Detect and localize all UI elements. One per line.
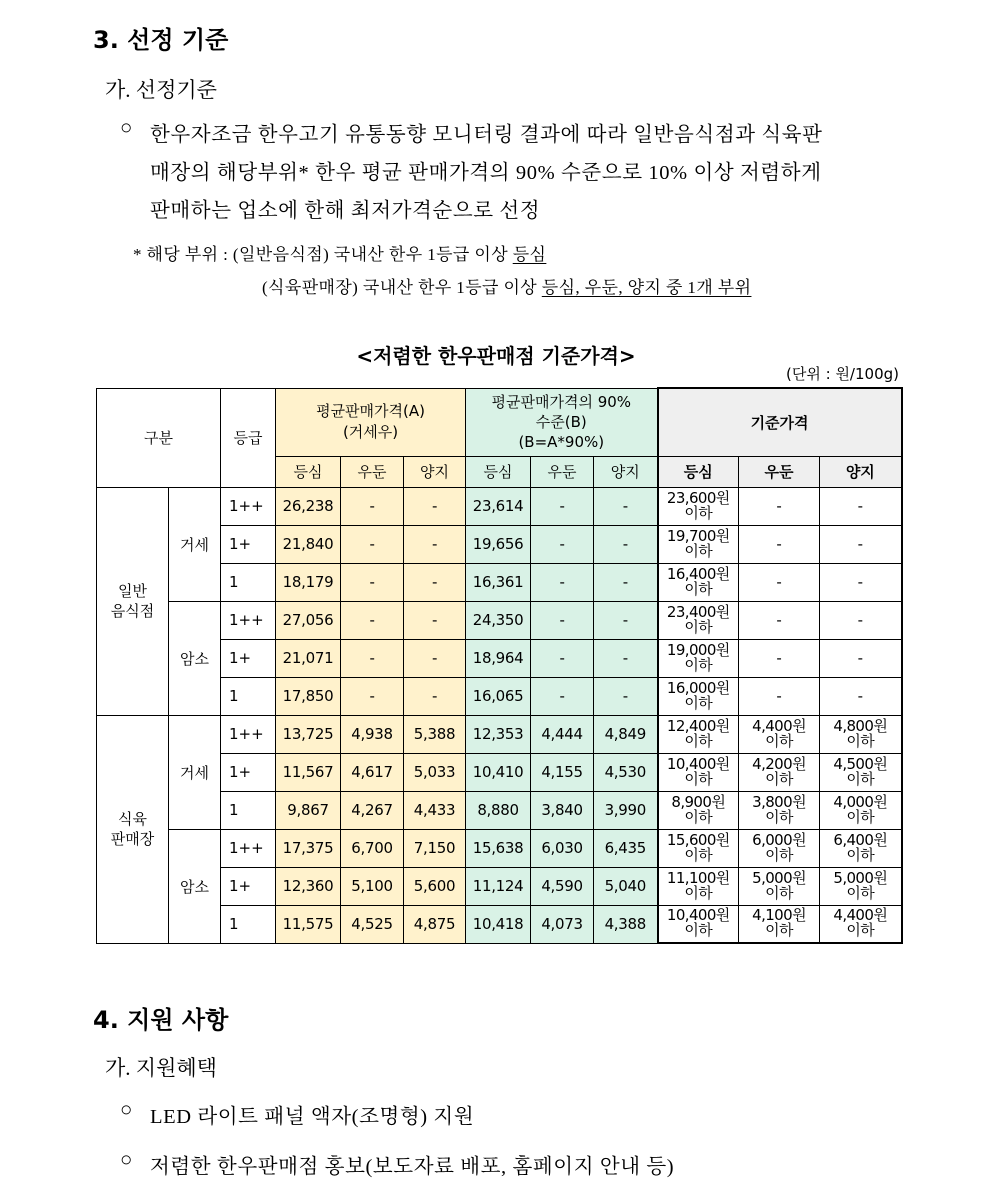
- avg-price-cell: 4,875: [404, 905, 466, 943]
- avg90-price-cell: -: [594, 525, 658, 563]
- standard-price-cell: [739, 791, 820, 829]
- support-item-2: 저렴한 한우판매점 홍보(보도자료 배포, 홈페이지 안내 등): [150, 1156, 675, 1178]
- grade-cell: 1+: [221, 525, 276, 563]
- standard-price-cell: [658, 487, 739, 525]
- table-unit: (단위 : 원/100g): [786, 365, 899, 383]
- criteria-line-1: 한우자조금 한우고기 유통동향 모니터링 결과에 따라 일반음식점과 식육판: [150, 124, 823, 146]
- avg-price-cell: -: [341, 563, 404, 601]
- standard-price-line: 8,900원: [671, 792, 726, 811]
- avg90-price-cell: 15,638: [466, 829, 531, 867]
- avg90-price-cell: 10,418: [466, 905, 531, 943]
- standard-price-cell: [739, 715, 820, 753]
- standard-price-cell: -: [739, 639, 820, 677]
- standard-price-cell: -: [820, 677, 902, 715]
- standard-price-cell: [658, 867, 739, 905]
- header-std-cut: 양지: [820, 456, 902, 487]
- standard-price-cell: [820, 753, 902, 791]
- group-name-line: 식육: [118, 810, 147, 828]
- standard-price-line: 4,400원: [833, 906, 888, 925]
- grade-cell: 1: [221, 905, 276, 943]
- avg-price-cell: -: [341, 639, 404, 677]
- avg90-price-cell: 8,880: [466, 791, 531, 829]
- header-standard-price: 기준가격: [658, 388, 902, 456]
- standard-price-line: 이하: [684, 693, 713, 712]
- avg90-price-cell: -: [594, 677, 658, 715]
- avg90-price-cell: -: [531, 525, 594, 563]
- standard-price-cell: [739, 753, 820, 791]
- table-caption: <저렴한 한우판매점 기준가격>: [356, 344, 636, 368]
- avg-price-cell: 11,567: [276, 753, 341, 791]
- grade-cell: 1+: [221, 753, 276, 791]
- standard-price-cell: [658, 677, 739, 715]
- standard-price-cell: [739, 905, 820, 943]
- standard-price-cell: -: [820, 601, 902, 639]
- standard-price-line: 4,400원: [752, 716, 806, 735]
- avg90-price-cell: 18,964: [466, 639, 531, 677]
- avg-price-cell: -: [341, 525, 404, 563]
- avg90-price-cell: 4,849: [594, 715, 658, 753]
- standard-price-line: 이하: [684, 807, 713, 826]
- standard-price-cell: [820, 867, 902, 905]
- grade-cell: 1++: [221, 601, 276, 639]
- avg-price-cell: 11,575: [276, 905, 341, 943]
- standard-price-line: 이하: [684, 731, 713, 750]
- standard-price-cell: [658, 563, 739, 601]
- avg90-price-cell: -: [531, 487, 594, 525]
- avg-price-cell: -: [404, 639, 466, 677]
- standard-price-cell: -: [820, 639, 902, 677]
- subgroup-name: 거세: [169, 715, 221, 829]
- avg90-price-cell: 4,444: [531, 715, 594, 753]
- avg-price-cell: 26,238: [276, 487, 341, 525]
- table-row: [97, 487, 902, 525]
- standard-price-line: 19,700원: [666, 526, 730, 545]
- avg90-price-cell: 10,410: [466, 753, 531, 791]
- standard-price-line: 이하: [765, 883, 793, 902]
- standard-price-line: 이하: [846, 807, 875, 826]
- avg-price-cell: -: [341, 487, 404, 525]
- header-avg90-cut: 양지: [594, 456, 658, 487]
- avg90-price-cell: 16,065: [466, 677, 531, 715]
- avg-price-cell: 5,033: [404, 753, 466, 791]
- standard-price-line: 5,000원: [833, 868, 888, 887]
- avg-price-cell: 5,388: [404, 715, 466, 753]
- standard-price-line: 4,100원: [752, 906, 806, 925]
- avg90-price-cell: 6,435: [594, 829, 658, 867]
- avg90-price-cell: 4,388: [594, 905, 658, 943]
- avg90-price-cell: 4,590: [531, 867, 594, 905]
- grade-cell: 1++: [221, 829, 276, 867]
- avg90-price-cell: -: [531, 639, 594, 677]
- standard-price-cell: [658, 525, 739, 563]
- avg90-price-cell: 3,990: [594, 791, 658, 829]
- standard-price-line: 10,400원: [666, 906, 730, 925]
- standard-price-line: 이하: [765, 807, 793, 826]
- bullet-icon: ○: [120, 1099, 133, 1121]
- avg90-price-cell: 4,073: [531, 905, 594, 943]
- section-4-title: 4. 지원 사항: [93, 1006, 229, 1034]
- avg90-price-cell: 19,656: [466, 525, 531, 563]
- note-butcher-shop: (식육판매장) 국내산 한우 1등급 이상 등심, 우둔, 양지 중 1개 부위: [262, 278, 752, 297]
- header-avg-price-line-2: (거세우): [342, 423, 399, 441]
- avg90-price-cell: 4,530: [594, 753, 658, 791]
- standard-price-line: 이하: [846, 883, 875, 902]
- header-avg-price: [276, 388, 466, 456]
- avg-price-cell: -: [404, 677, 466, 715]
- avg90-price-cell: 24,350: [466, 601, 531, 639]
- avg-price-cell: 4,267: [341, 791, 404, 829]
- standard-price-line: 15,600원: [666, 830, 730, 849]
- standard-price-cell: -: [739, 525, 820, 563]
- standard-price-cell: [820, 905, 902, 943]
- grade-cell: 1: [221, 791, 276, 829]
- header-avg90-cut: 등심: [466, 456, 531, 487]
- standard-price-line: 이하: [765, 921, 793, 940]
- avg-price-cell: -: [404, 563, 466, 601]
- avg-price-cell: 4,617: [341, 753, 404, 791]
- standard-price-cell: [820, 791, 902, 829]
- standard-price-cell: [820, 829, 902, 867]
- standard-price-cell: [658, 639, 739, 677]
- avg-price-cell: 17,375: [276, 829, 341, 867]
- standard-price-cell: [658, 601, 739, 639]
- subgroup-name: 거세: [169, 487, 221, 601]
- standard-price-line: 이하: [684, 845, 713, 864]
- note-general-restaurant: * 해당 부위 : (일반음식점) 국내산 한우 1등급 이상 등심: [133, 245, 547, 264]
- standard-price-cell: -: [739, 677, 820, 715]
- avg-price-cell: 12,360: [276, 867, 341, 905]
- standard-price-line: 이하: [846, 731, 875, 750]
- price-table-body: [97, 388, 902, 943]
- avg-price-cell: 4,525: [341, 905, 404, 943]
- subgroup-name: 암소: [169, 601, 221, 715]
- standard-price-line: 23,400원: [666, 602, 730, 621]
- group-name-line: 일반: [118, 582, 147, 600]
- avg-price-cell: -: [404, 601, 466, 639]
- standard-price-line: 23,600원: [666, 488, 730, 507]
- standard-price-line: 이하: [684, 883, 713, 902]
- table-row: [97, 715, 902, 753]
- standard-price-line: 이하: [684, 655, 713, 674]
- avg-price-cell: -: [341, 601, 404, 639]
- standard-price-cell: [739, 829, 820, 867]
- standard-price-line: 이하: [684, 617, 713, 636]
- section-3-subheading: 가. 선정기준: [105, 78, 217, 102]
- avg90-price-cell: 6,030: [531, 829, 594, 867]
- table-row: [97, 601, 902, 639]
- avg-price-cell: 4,433: [404, 791, 466, 829]
- avg-price-cell: 21,840: [276, 525, 341, 563]
- avg-price-cell: 18,179: [276, 563, 341, 601]
- section-3-title: 3. 선정 기준: [93, 26, 229, 54]
- header-std-cut: 등심: [658, 456, 739, 487]
- avg-price-cell: 13,725: [276, 715, 341, 753]
- avg90-price-cell: -: [594, 563, 658, 601]
- header-row: [97, 388, 902, 456]
- grade-cell: 1+: [221, 867, 276, 905]
- standard-price-line: 이하: [846, 769, 875, 788]
- avg-price-cell: -: [341, 677, 404, 715]
- group-name-line: 음식점: [110, 602, 155, 620]
- avg90-price-cell: -: [531, 677, 594, 715]
- standard-price-line: 16,000원: [666, 678, 730, 697]
- standard-price-line: 19,000원: [666, 640, 730, 659]
- avg-price-cell: 6,700: [341, 829, 404, 867]
- standard-price-line: 이하: [684, 579, 713, 598]
- avg90-price-cell: -: [531, 563, 594, 601]
- standard-price-line: 4,200원: [752, 754, 806, 773]
- table-row: [97, 829, 902, 867]
- avg90-price-cell: -: [531, 601, 594, 639]
- standard-price-line: 이하: [846, 921, 875, 940]
- standard-price-cell: -: [739, 487, 820, 525]
- standard-price-cell: [820, 715, 902, 753]
- avg90-price-cell: 16,361: [466, 563, 531, 601]
- header-avg90-line-1: 평균판매가격의 90%: [491, 393, 632, 411]
- standard-price-line: 6,000원: [752, 830, 806, 849]
- standard-price-cell: -: [820, 563, 902, 601]
- avg90-price-cell: 3,840: [531, 791, 594, 829]
- header-avg-cut: 양지: [404, 456, 466, 487]
- standard-price-line: 3,800원: [752, 792, 806, 811]
- avg-price-cell: 5,100: [341, 867, 404, 905]
- header-avg90-line-2: 수준(B): [535, 413, 587, 431]
- avg90-price-cell: -: [594, 601, 658, 639]
- header-avg-price-line-1: 평균판매가격(A): [316, 402, 425, 420]
- standard-price-line: 6,400원: [833, 830, 888, 849]
- standard-price-line: 11,100원: [666, 868, 730, 887]
- standard-price-line: 이하: [684, 769, 713, 788]
- support-item-1: LED 라이트 패널 액자(조명형) 지원: [150, 1106, 475, 1128]
- standard-price-cell: [658, 791, 739, 829]
- avg-price-cell: 27,056: [276, 601, 341, 639]
- avg-price-cell: 17,850: [276, 677, 341, 715]
- standard-price-line: 이하: [765, 845, 793, 864]
- standard-price-line: 5,000원: [752, 868, 806, 887]
- standard-price-line: 12,400원: [666, 716, 730, 735]
- standard-price-cell: [658, 905, 739, 943]
- criteria-line-2: 매장의 해당부위* 한우 평균 판매가격의 90% 수준으로 10% 이상 저렴하게: [150, 162, 822, 184]
- group-name-line: 판매장: [110, 830, 155, 848]
- grade-cell: 1++: [221, 715, 276, 753]
- standard-price-cell: [739, 867, 820, 905]
- avg-price-cell: 4,938: [341, 715, 404, 753]
- grade-cell: 1: [221, 563, 276, 601]
- standard-price-line: 이하: [684, 503, 713, 522]
- standard-price-cell: -: [820, 525, 902, 563]
- avg90-price-cell: 11,124: [466, 867, 531, 905]
- group-name: [97, 715, 169, 943]
- avg90-price-cell: 12,353: [466, 715, 531, 753]
- standard-price-line: 이하: [765, 731, 793, 750]
- grade-cell: 1++: [221, 487, 276, 525]
- avg-price-cell: 21,071: [276, 639, 341, 677]
- standard-price-cell: [658, 829, 739, 867]
- avg-price-cell: -: [404, 487, 466, 525]
- group-name: [97, 487, 169, 715]
- standard-price-line: 이하: [684, 921, 713, 940]
- criteria-line-3: 판매하는 업소에 한해 최저가격순으로 선정: [150, 200, 541, 222]
- header-avg-cut: 우둔: [341, 456, 404, 487]
- avg90-price-cell: -: [594, 487, 658, 525]
- avg90-price-cell: 5,040: [594, 867, 658, 905]
- avg-price-cell: -: [404, 525, 466, 563]
- standard-price-cell: [658, 715, 739, 753]
- standard-price-cell: -: [739, 563, 820, 601]
- standard-price-cell: -: [739, 601, 820, 639]
- header-avg90-cut: 우둔: [531, 456, 594, 487]
- avg-price-cell: 9,867: [276, 791, 341, 829]
- avg90-price-cell: -: [594, 639, 658, 677]
- subgroup-name: 암소: [169, 829, 221, 943]
- header-avg-cut: 등심: [276, 456, 341, 487]
- bullet-icon: ○: [120, 117, 133, 139]
- standard-price-line: 이하: [846, 845, 875, 864]
- section-4-subheading: 가. 지원혜택: [105, 1056, 217, 1080]
- standard-price-line: 16,400원: [666, 564, 730, 583]
- standard-price-line: 4,000원: [833, 792, 888, 811]
- bullet-icon: ○: [120, 1149, 133, 1171]
- grade-cell: 1+: [221, 639, 276, 677]
- standard-price-line: 10,400원: [666, 754, 730, 773]
- grade-cell: 1: [221, 677, 276, 715]
- avg-price-cell: 5,600: [404, 867, 466, 905]
- price-table: [96, 387, 903, 944]
- avg-price-cell: 7,150: [404, 829, 466, 867]
- avg90-price-cell: 23,614: [466, 487, 531, 525]
- standard-price-line: 4,800원: [833, 716, 888, 735]
- header-group: 구분: [97, 388, 221, 487]
- standard-price-line: 이하: [684, 541, 713, 560]
- standard-price-line: 4,500원: [833, 754, 888, 773]
- header-std-cut: 우둔: [739, 456, 820, 487]
- header-grade: 등급: [221, 388, 276, 487]
- standard-price-line: 이하: [765, 769, 793, 788]
- header-avg90-price: [466, 388, 658, 456]
- standard-price-cell: -: [820, 487, 902, 525]
- header-avg90-line-3: (B=A*90%): [518, 433, 605, 451]
- avg90-price-cell: 4,155: [531, 753, 594, 791]
- standard-price-cell: [658, 753, 739, 791]
